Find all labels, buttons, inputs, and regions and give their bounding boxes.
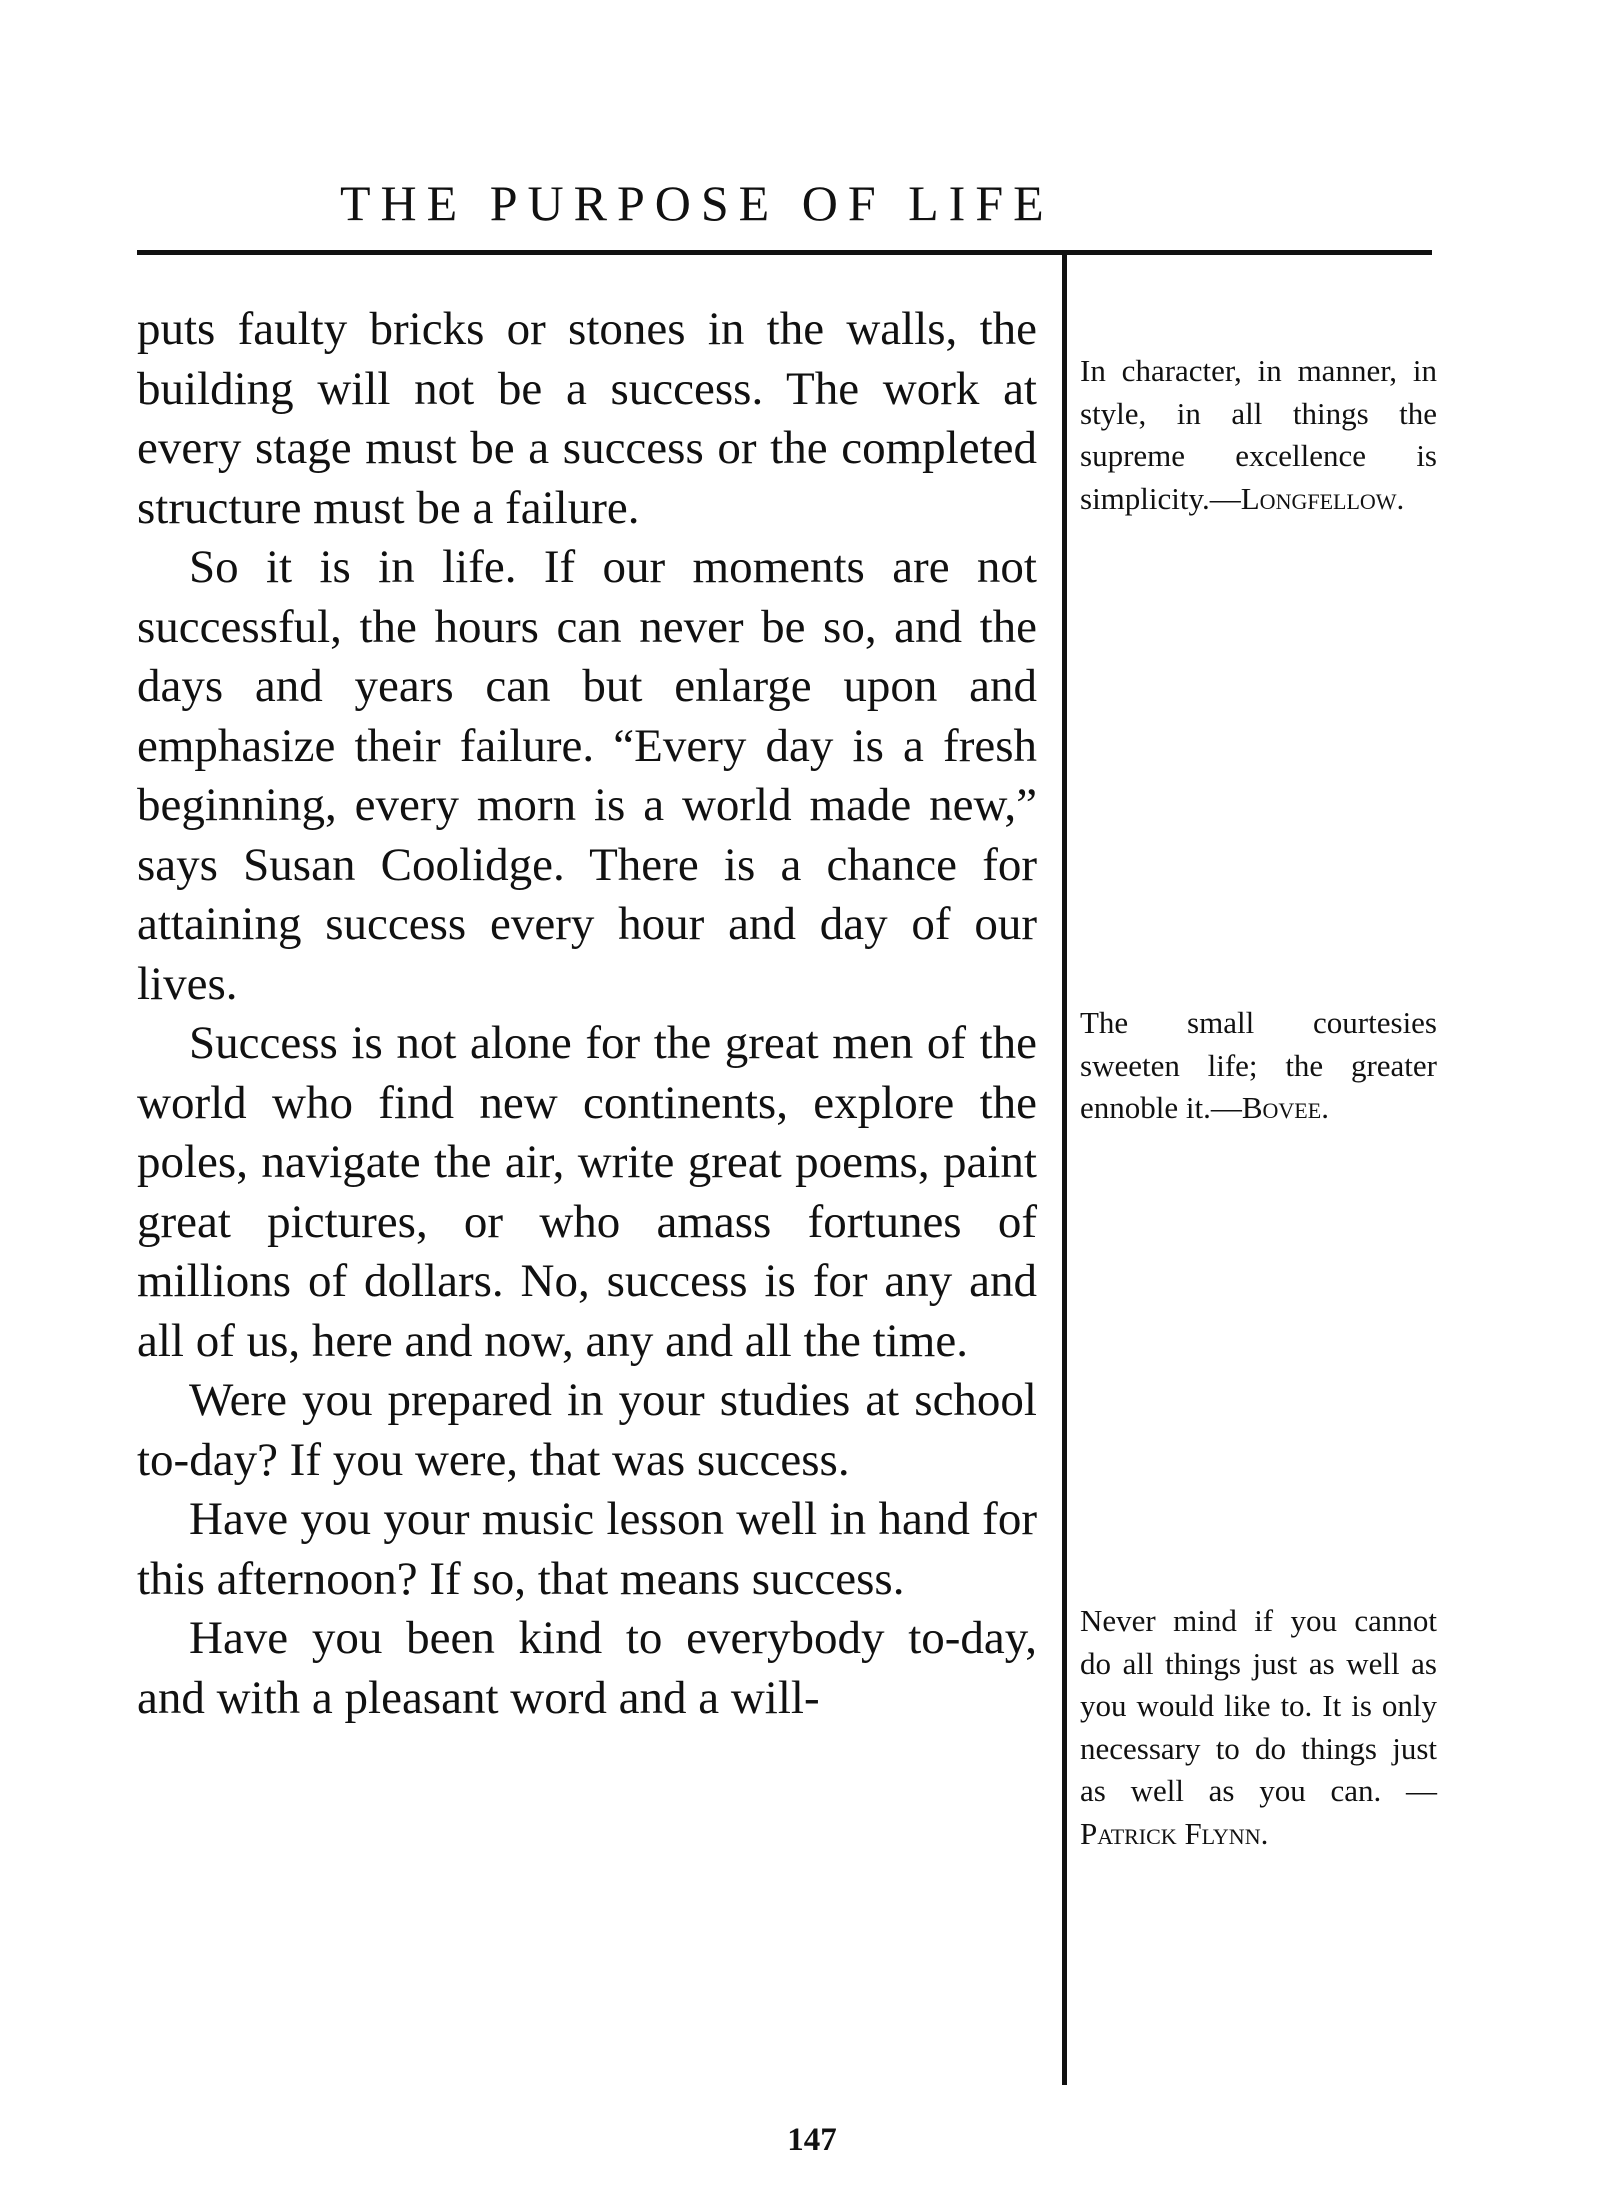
paragraph: Were you prepared in your studies at school to-day? If you were, that was success.: [137, 1374, 1037, 1486]
paragraph: Success is not alone for the great men of the world who find new continents, explore the poles, navigate the air, write great poems, paint great pictures, or who amass fortunes of millions of dollars. No, success is for any and all of us, here and now, any and all the time.: [137, 1017, 1037, 1367]
running-title: THE PURPOSE OF LIFE: [340, 175, 1054, 231]
paragraph: Have you your music lesson well in hand for this afternoon? If so, that means success.: [137, 1493, 1037, 1605]
main-text-column: [137, 300, 1037, 1728]
quote-text: The small courtesies sweeten life; the greater ennoble it.—: [1080, 1005, 1437, 1125]
quote-text: In character, in manner, in style, in all things the supreme excellence is simplicity.—: [1080, 353, 1437, 516]
margin-quote-flynn: [1080, 1600, 1437, 1855]
quote-author: Longfellow.: [1240, 480, 1405, 516]
paragraph: puts faulty bricks or stones in the walls, the building will not be a success. The work at every stage must be a success or the completed structure must be a failure.: [137, 303, 1037, 534]
margin-quote-bovee: [1080, 1002, 1437, 1130]
quote-author: Bovee.: [1241, 1090, 1329, 1125]
page-number: 147: [787, 2122, 837, 2158]
header-rule: [137, 250, 1432, 255]
margin-quote-longfellow: [1080, 350, 1437, 520]
quote-author: Patrick Flynn.: [1080, 1815, 1269, 1851]
paragraph: So it is in life. If our moments are not successful, the hours can never be so, and the days and years can but enlarge upon and emphasize their failure. “Every day is a fresh beginning, every morn is a world made new,” says Susan Coolidge. There is a chance for attaining success every hour and day of our lives.: [137, 541, 1037, 1010]
paragraph: Have you been kind to everybody to-day, and with a pleasant word and a will-: [137, 1612, 1037, 1724]
quote-text: Never mind if you cannot do all things just as well as you would like to. It is only necessary to do things just as well as you can. —: [1080, 1603, 1437, 1808]
column-divider: [1062, 250, 1067, 2085]
